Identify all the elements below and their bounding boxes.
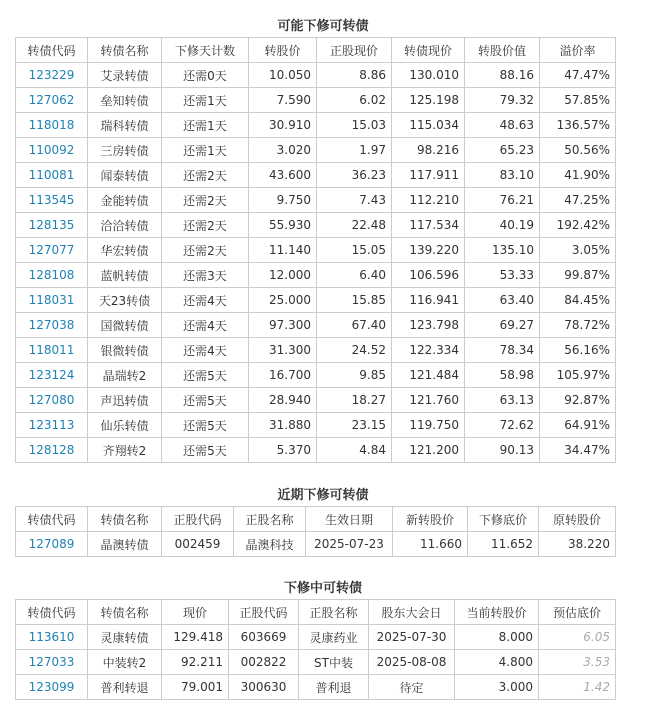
bond-price-cell: 106.596 (392, 263, 465, 288)
bond-name-cell: 华宏转债 (88, 238, 162, 263)
estimated-floor-price-cell: 3.53 (539, 650, 616, 675)
bond-code-link[interactable]: 128135 (16, 213, 88, 238)
stock-price-cell: 23.15 (317, 413, 392, 438)
current-conversion-price-cell: 8.000 (455, 625, 539, 650)
column-header-premium-rate: 溢价率 (540, 38, 616, 63)
stock-price-cell: 18.27 (317, 388, 392, 413)
current-conversion-price-cell: 3.000 (455, 675, 539, 700)
bond-name-cell: 蓝帆转债 (88, 263, 162, 288)
stock-price-cell: 15.05 (317, 238, 392, 263)
bond-name-cell: 垒知转债 (88, 88, 162, 113)
bond-code-link[interactable]: 123124 (16, 363, 88, 388)
revision-day-count-cell: 还需5天 (162, 363, 249, 388)
stock-price-cell: 22.48 (317, 213, 392, 238)
current-price-cell: 79.001 (162, 675, 229, 700)
bond-code-link[interactable]: 113545 (16, 188, 88, 213)
conversion-value-cell: 83.10 (465, 163, 540, 188)
stock-name-cell: ST中装 (299, 650, 369, 675)
bond-code-link[interactable]: 110092 (16, 138, 88, 163)
column-header-original-conversion-price: 原转股价 (539, 507, 616, 532)
revision-day-count-cell: 还需2天 (162, 213, 249, 238)
premium-rate-cell: 34.47% (540, 438, 616, 463)
bond-price-cell: 121.200 (392, 438, 465, 463)
stock-price-cell: 6.02 (317, 88, 392, 113)
conversion-value-cell: 76.21 (465, 188, 540, 213)
column-header-stock-price: 正股现价 (317, 38, 392, 63)
bond-price-cell: 139.220 (392, 238, 465, 263)
bond-price-cell: 125.198 (392, 88, 465, 113)
column-header-bond-name: 转债名称 (88, 507, 162, 532)
premium-rate-cell: 47.47% (540, 63, 616, 88)
column-header-conversion-price: 转股价 (249, 38, 317, 63)
revision-floor-price-cell: 11.652 (468, 532, 539, 557)
stock-price-cell: 36.23 (317, 163, 392, 188)
revising-table (15, 599, 616, 700)
stock-code-cell: 300630 (229, 675, 299, 700)
bond-name-cell: 晶瑞转2 (88, 363, 162, 388)
conversion-value-cell: 72.62 (465, 413, 540, 438)
bond-code-link[interactable]: 118011 (16, 338, 88, 363)
column-header-bond-name: 转债名称 (88, 38, 162, 63)
premium-rate-cell: 50.56% (540, 138, 616, 163)
estimated-floor-price-cell: 6.05 (539, 625, 616, 650)
revision-day-count-cell: 还需1天 (162, 88, 249, 113)
column-header-conversion-value: 转股价值 (465, 38, 540, 63)
conversion-value-cell: 58.98 (465, 363, 540, 388)
recent-revision-table (15, 506, 616, 557)
bond-price-cell: 122.334 (392, 338, 465, 363)
stock-price-cell: 6.40 (317, 263, 392, 288)
possible-revision-table (15, 37, 616, 463)
bond-name-cell: 灵康转债 (88, 625, 162, 650)
stock-code-cell: 603669 (229, 625, 299, 650)
stock-price-cell: 1.97 (317, 138, 392, 163)
stock-price-cell: 8.86 (317, 63, 392, 88)
column-header-bond-code: 转债代码 (16, 600, 88, 625)
table-row (16, 313, 616, 338)
premium-rate-cell: 78.72% (540, 313, 616, 338)
conversion-value-cell: 63.13 (465, 388, 540, 413)
stock-price-cell: 7.43 (317, 188, 392, 213)
stock-price-cell: 15.85 (317, 288, 392, 313)
premium-rate-cell: 92.87% (540, 388, 616, 413)
revision-day-count-cell: 还需2天 (162, 188, 249, 213)
premium-rate-cell: 47.25% (540, 188, 616, 213)
revision-day-count-cell: 还需5天 (162, 388, 249, 413)
conversion-price-cell: 97.300 (249, 313, 317, 338)
revision-day-count-cell: 还需5天 (162, 438, 249, 463)
column-header-effective-date: 生效日期 (306, 507, 393, 532)
bond-price-cell: 117.911 (392, 163, 465, 188)
bond-price-cell: 98.216 (392, 138, 465, 163)
bond-code-link[interactable]: 127089 (16, 532, 88, 557)
column-header-bond-price: 转债现价 (392, 38, 465, 63)
premium-rate-cell: 105.97% (540, 363, 616, 388)
table-row (16, 263, 616, 288)
conversion-value-cell: 53.33 (465, 263, 540, 288)
bond-code-link[interactable]: 110081 (16, 163, 88, 188)
table-row (16, 138, 616, 163)
table-row (16, 363, 616, 388)
bond-name-cell: 晶澳转债 (88, 532, 162, 557)
bond-price-cell: 119.750 (392, 413, 465, 438)
revision-day-count-cell: 还需2天 (162, 163, 249, 188)
bond-name-cell: 三房转债 (88, 138, 162, 163)
bond-price-cell: 115.034 (392, 113, 465, 138)
premium-rate-cell: 64.91% (540, 413, 616, 438)
conversion-price-cell: 31.880 (249, 413, 317, 438)
premium-rate-cell: 192.42% (540, 213, 616, 238)
table-row (16, 88, 616, 113)
revision-day-count-cell: 还需0天 (162, 63, 249, 88)
conversion-value-cell: 78.34 (465, 338, 540, 363)
bond-code-link[interactable]: 123099 (16, 675, 88, 700)
table-row (16, 413, 616, 438)
bond-name-cell: 齐翔转2 (88, 438, 162, 463)
table-row (16, 163, 616, 188)
column-header-shareholder-meeting-date: 股东大会日 (369, 600, 455, 625)
table-row (16, 238, 616, 263)
table-row (16, 650, 616, 675)
bond-name-cell: 艾录转债 (88, 63, 162, 88)
stock-code-cell: 002822 (229, 650, 299, 675)
bond-name-cell: 洽洽转债 (88, 213, 162, 238)
new-conversion-price-cell: 11.660 (393, 532, 468, 557)
stock-code-cell: 002459 (162, 532, 234, 557)
table-row (16, 438, 616, 463)
stock-name-cell: 晶澳科技 (234, 532, 306, 557)
bond-code-link[interactable]: 127033 (16, 650, 88, 675)
column-header-stock-name: 正股名称 (299, 600, 369, 625)
revision-day-count-cell: 还需4天 (162, 313, 249, 338)
conversion-value-cell: 90.13 (465, 438, 540, 463)
conversion-value-cell: 65.23 (465, 138, 540, 163)
table-header-row (16, 600, 616, 625)
table-row (16, 188, 616, 213)
stock-name-cell: 普利退 (299, 675, 369, 700)
conversion-value-cell: 63.40 (465, 288, 540, 313)
current-price-cell: 92.211 (162, 650, 229, 675)
premium-rate-cell: 84.45% (540, 288, 616, 313)
conversion-value-cell: 135.10 (465, 238, 540, 263)
stock-price-cell: 24.52 (317, 338, 392, 363)
conversion-value-cell: 40.19 (465, 213, 540, 238)
current-conversion-price-cell: 4.800 (455, 650, 539, 675)
table-header-row (16, 507, 616, 532)
current-price-cell: 129.418 (162, 625, 229, 650)
conversion-price-cell: 25.000 (249, 288, 317, 313)
shareholder-meeting-date-cell: 待定 (369, 675, 455, 700)
stock-price-cell: 67.40 (317, 313, 392, 338)
bond-name-cell: 仙乐转债 (88, 413, 162, 438)
bond-price-cell: 121.760 (392, 388, 465, 413)
column-header-current-conversion-price: 当前转股价 (455, 600, 539, 625)
bond-code-link[interactable]: 118031 (16, 288, 88, 313)
bond-name-cell: 中装转2 (88, 650, 162, 675)
conversion-price-cell: 16.700 (249, 363, 317, 388)
bond-name-cell: 国微转债 (88, 313, 162, 338)
bond-code-link[interactable]: 127080 (16, 388, 88, 413)
column-header-estimated-floor-price: 预估底价 (539, 600, 616, 625)
table-row (16, 288, 616, 313)
conversion-value-cell: 88.16 (465, 63, 540, 88)
conversion-price-cell: 9.750 (249, 188, 317, 213)
table-row (16, 675, 616, 700)
premium-rate-cell: 56.16% (540, 338, 616, 363)
bond-name-cell: 银微转债 (88, 338, 162, 363)
column-header-new-conversion-price: 新转股价 (393, 507, 468, 532)
conversion-price-cell: 12.000 (249, 263, 317, 288)
revision-day-count-cell: 还需3天 (162, 263, 249, 288)
column-header-revision-floor-price: 下修底价 (468, 507, 539, 532)
bond-code-link[interactable]: 113610 (16, 625, 88, 650)
stock-price-cell: 9.85 (317, 363, 392, 388)
shareholder-meeting-date-cell: 2025-08-08 (369, 650, 455, 675)
shareholder-meeting-date-cell: 2025-07-30 (369, 625, 455, 650)
table-row (16, 625, 616, 650)
table-row (16, 63, 616, 88)
section-title-recent-revision: 近期下修可转债 (277, 488, 369, 503)
section-title-possible-revision: 可能下修可转债 (277, 19, 369, 34)
conversion-price-cell: 55.930 (249, 213, 317, 238)
stock-price-cell: 15.03 (317, 113, 392, 138)
bond-code-link[interactable]: 118018 (16, 113, 88, 138)
premium-rate-cell: 3.05% (540, 238, 616, 263)
bond-name-cell: 普利转退 (88, 675, 162, 700)
table-row (16, 532, 616, 557)
conversion-price-cell: 5.370 (249, 438, 317, 463)
conversion-price-cell: 43.600 (249, 163, 317, 188)
bond-code-link[interactable]: 127077 (16, 238, 88, 263)
bond-price-cell: 130.010 (392, 63, 465, 88)
original-conversion-price-cell: 38.220 (539, 532, 616, 557)
conversion-price-cell: 31.300 (249, 338, 317, 363)
premium-rate-cell: 136.57% (540, 113, 616, 138)
revision-day-count-cell: 还需1天 (162, 113, 249, 138)
revision-day-count-cell: 还需2天 (162, 238, 249, 263)
effective-date-cell: 2025-07-23 (306, 532, 393, 557)
bond-price-cell: 117.534 (392, 213, 465, 238)
column-header-bond-name: 转债名称 (88, 600, 162, 625)
stock-name-cell: 灵康药业 (299, 625, 369, 650)
column-header-revision-day-count: 下修天计数 (162, 38, 249, 63)
conversion-price-cell: 3.020 (249, 138, 317, 163)
bond-name-cell: 闻泰转债 (88, 163, 162, 188)
conversion-price-cell: 30.910 (249, 113, 317, 138)
table-row (16, 338, 616, 363)
table-header-row (16, 38, 616, 63)
revision-day-count-cell: 还需5天 (162, 413, 249, 438)
bond-name-cell: 声迅转债 (88, 388, 162, 413)
bond-code-link[interactable]: 123113 (16, 413, 88, 438)
section-title-revising: 下修中可转债 (283, 581, 362, 596)
conversion-price-cell: 7.590 (249, 88, 317, 113)
bond-name-cell: 天23转债 (88, 288, 162, 313)
bond-price-cell: 121.484 (392, 363, 465, 388)
table-row (16, 388, 616, 413)
revision-day-count-cell: 还需4天 (162, 338, 249, 363)
premium-rate-cell: 41.90% (540, 163, 616, 188)
revision-day-count-cell: 还需1天 (162, 138, 249, 163)
table-row (16, 113, 616, 138)
bond-name-cell: 金能转债 (88, 188, 162, 213)
bond-code-link[interactable]: 128128 (16, 438, 88, 463)
bond-code-link[interactable]: 127038 (16, 313, 88, 338)
column-header-stock-code: 正股代码 (229, 600, 299, 625)
bond-code-link[interactable]: 128108 (16, 263, 88, 288)
column-header-stock-name: 正股名称 (234, 507, 306, 532)
conversion-value-cell: 79.32 (465, 88, 540, 113)
premium-rate-cell: 99.87% (540, 263, 616, 288)
table-row (16, 213, 616, 238)
conversion-price-cell: 11.140 (249, 238, 317, 263)
estimated-floor-price-cell: 1.42 (539, 675, 616, 700)
conversion-price-cell: 28.940 (249, 388, 317, 413)
bond-code-link[interactable]: 127062 (16, 88, 88, 113)
bond-price-cell: 116.941 (392, 288, 465, 313)
conversion-value-cell: 48.63 (465, 113, 540, 138)
premium-rate-cell: 57.85% (540, 88, 616, 113)
conversion-price-cell: 10.050 (249, 63, 317, 88)
bond-price-cell: 112.210 (392, 188, 465, 213)
column-header-current-price: 现价 (162, 600, 229, 625)
revision-day-count-cell: 还需4天 (162, 288, 249, 313)
column-header-bond-code: 转债代码 (16, 38, 88, 63)
column-header-bond-code: 转债代码 (16, 507, 88, 532)
stock-price-cell: 4.84 (317, 438, 392, 463)
bond-name-cell: 瑞科转债 (88, 113, 162, 138)
bond-code-link[interactable]: 123229 (16, 63, 88, 88)
bond-price-cell: 123.798 (392, 313, 465, 338)
conversion-value-cell: 69.27 (465, 313, 540, 338)
column-header-stock-code: 正股代码 (162, 507, 234, 532)
